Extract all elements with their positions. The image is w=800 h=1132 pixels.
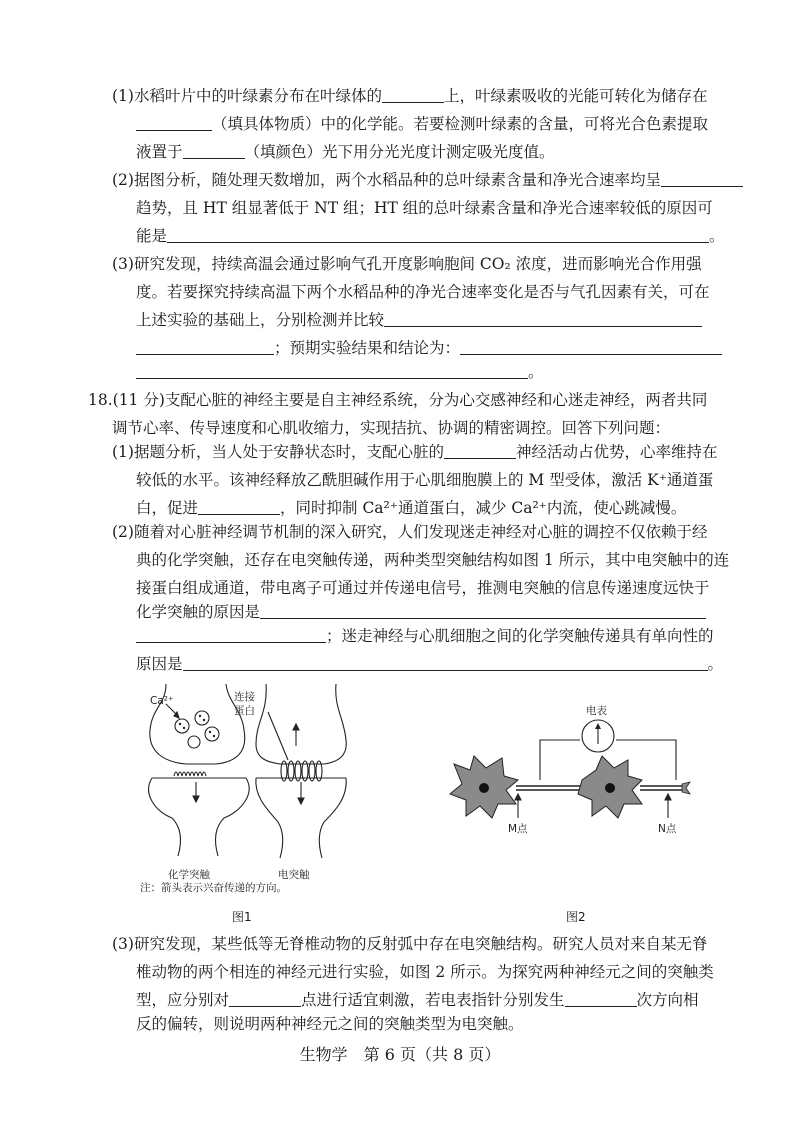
q18-intro-line2: 调节心率、传导速度和心肌收缩力，实现拮抗、协调的精密调控。回答下列问题： [112, 419, 671, 437]
q18-p1-line2: 较低的水平。该神经释放乙酰胆碱作用于心肌细胞膜上的 M 型受体，激活 K⁺通道蛋 [136, 471, 714, 489]
answer-blank[interactable] [229, 990, 301, 1007]
q18-p1-line3: 白，促进 ，同时抑制 Ca²⁺通道蛋白，减少 Ca²⁺内流，使心跳减慢。 [136, 499, 687, 517]
answer-blank[interactable] [183, 654, 708, 671]
q17-p3-line1: (3)研究发现，持续高温会通过影响气孔开度影响胞间 CO₂ 浓度，进而影响光合作用强 [112, 255, 702, 273]
q18-p1-line1: (1)据题分析，当人处于安静状态时，支配心脏的 神经活动占优势，心率维持在 [112, 443, 718, 461]
q18-intro-line1: 18.(11 分)支配心脏的神经主要是自主神经系统，分为心交感神经和心迷走神经，两者共同 [88, 391, 708, 409]
answer-blank[interactable] [260, 602, 706, 619]
q18-p3-line4: 反的偏转，则说明两种神经元之间的突触类型为电突触。 [136, 1015, 524, 1033]
answer-blank[interactable] [136, 362, 528, 379]
q17-p3-line5: 。 [136, 361, 544, 383]
q18-p2-line2: 典的化学突触，还存在电突触传递，两种类型突触结构如图 1 所示，其中电突触中的连 [136, 551, 730, 569]
chemical-synapse-label: 化学突触 [168, 869, 210, 881]
answer-blank[interactable] [136, 338, 274, 355]
q18-p2-line5: ；迷走神经与心肌细胞之间的化学突触传递具有单向性的 [136, 625, 714, 647]
answer-blank[interactable] [444, 442, 516, 459]
point-m-label: M点 [508, 823, 528, 835]
figure-note: 注：箭头表示兴奋传递的方向。 [140, 882, 287, 894]
point-n-label: N点 [658, 823, 677, 835]
q17-p2-line2: 趋势，且 HT 组显著低于 NT 组；HT 组的总叶绿素含量和净光合速率较低的原因可 [136, 199, 713, 217]
connexin-label-line1: 连接 [234, 691, 255, 703]
q17-p3-line3: 上述实验的基础上，分别检测并比较 [136, 309, 702, 331]
answer-blank[interactable] [565, 990, 637, 1007]
answer-blank[interactable] [382, 86, 444, 103]
q18-p3-line3: 型，应分别对 点进行适宜刺激，若电表指针分别发生 次方向相 [136, 991, 699, 1009]
answer-blank[interactable] [198, 498, 280, 515]
q17-p1-line3: 液置于 （填颜色）光下用分光光度计测定吸光度值。 [136, 143, 555, 161]
q18-p3-line2: 椎动物的两个相连的神经元进行实验，如图 2 所示。为探究两种神经元之间的突触类 [136, 963, 714, 981]
answer-blank[interactable] [136, 114, 212, 131]
figure-2-caption: 图2 [566, 910, 586, 924]
figure-2-neurons [446, 700, 696, 850]
connexin-label-line2: 蛋白 [234, 705, 255, 717]
figure-1-caption: 图1 [232, 910, 252, 924]
q17-p3-line4: ；预期实验结果和结论为： [136, 337, 722, 359]
ca-label: Ca²⁺ [150, 695, 174, 707]
q18-p2-line1: (2)随着对心脏神经调节机制的深入研究，人们发现迷走神经对心脏的调控不仅依赖于经 [112, 523, 708, 541]
figure-1-synapses [138, 682, 378, 882]
q17-p2-line1: (2)据图分析，随处理天数增加，两个水稻品种的总叶绿素含量和净光合速率均呈 [112, 169, 743, 191]
page-footer: 生物学 第 6 页（共 8 页） [299, 1045, 501, 1064]
answer-blank[interactable] [384, 310, 702, 327]
q18-p2-line4: 化学突触的原因是 [136, 601, 706, 623]
answer-blank[interactable] [136, 626, 326, 643]
q17-p1-line2: （填具体物质）中的化学能。若要检测叶绿素的含量，可将光合色素提取 [136, 113, 708, 135]
chem-postsynaptic-cell [149, 778, 249, 856]
q18-p2-line6: 原因是 。 [136, 655, 724, 673]
elec-presynaptic-terminal [256, 684, 346, 764]
answer-blank[interactable] [661, 170, 743, 187]
answer-blank[interactable] [460, 338, 722, 355]
q18-p2-line3: 接蛋白组成通道，带电离子可通过并传递电信号，推测电突触的信息传递速度远快于 [136, 579, 710, 597]
electrical-synapse-label: 电突触 [278, 869, 310, 881]
meter-label: 电表 [586, 705, 607, 717]
q17-p3-line2: 度。若要探究持续高温下两个水稻品种的净光合速率变化是否与气孔因素有关，可在 [136, 283, 710, 301]
q17-p1-line1: (1)水稻叶片中的叶绿素分布在叶绿体的 上，叶绿素吸收的光能可转化为储存在 [112, 87, 708, 105]
q18-p3-line1: (3)研究发现，某些低等无脊椎动物的反射弧中存在电突触结构。研究人员对来自某无脊 [112, 935, 708, 953]
q17-p2-line3: 能是 。 [136, 227, 725, 245]
answer-blank[interactable] [167, 226, 709, 243]
answer-blank[interactable] [183, 142, 245, 159]
